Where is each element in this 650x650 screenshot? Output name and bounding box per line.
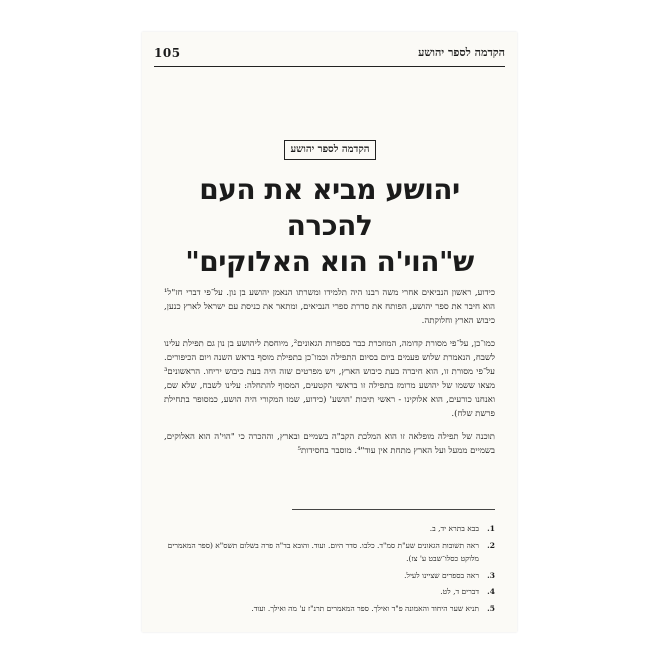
footnote-text: בבא בתרא יד, ב. bbox=[429, 524, 479, 533]
footnote-divider bbox=[292, 509, 495, 510]
footnote-3 bbox=[164, 569, 495, 583]
footnote-5 bbox=[164, 602, 495, 616]
page-number: 105 bbox=[154, 46, 181, 60]
title-line-1: יהושע מביא את העם להכרה bbox=[199, 173, 460, 242]
footnote-number: 1. bbox=[487, 524, 495, 533]
section-label: הקדמה לספר יהושע bbox=[284, 140, 376, 160]
paragraph-3: תוכנה של תפילה מופלאה זו הוא המלכת הקב"ה בשמיים ובארץ, וההכרה כי "הוי'ה הוא האלוקים, בשמיים ממעל ועל הארץ מתחת אין עוד"⁴. מוסבר בחסידות⁵ bbox=[164, 432, 495, 456]
footnote-2 bbox=[164, 539, 495, 566]
title-line-2: ש"הוי'ה הוא האלוקים" bbox=[185, 245, 474, 278]
footnote-number: 4. bbox=[487, 587, 495, 596]
body-text bbox=[164, 286, 495, 467]
footnote-number: 3. bbox=[487, 570, 495, 580]
footnote-text: תניא שער היחוד והאמונה פ"ד ואילך. ספר המאמרים תרנ"ז ע' מה ואילך. ועוד. bbox=[251, 603, 479, 613]
page-header bbox=[154, 46, 505, 67]
footnote-number: 2. bbox=[487, 540, 495, 550]
book-page bbox=[142, 32, 517, 632]
footnote-number: 5. bbox=[487, 603, 495, 613]
running-head: הקדמה לספר יהושע bbox=[418, 46, 505, 59]
footnote-text: ראה תשובות הגאונים שע"ת סמ"ד. כלבו. סדר היום. ועוד. והובא בד"ה פרה בשלום תשס"א (ספר המאמרים מלוקט כסלו־שבט ע' צז). bbox=[167, 540, 479, 563]
footnote-text: דברים ד, לט. bbox=[440, 587, 479, 596]
paragraph-1: כידוע, ראשון הנביאים אחרי משה רבנו היה תלמידו ומשרתו הנאמן יהושע בן נון. על־פי דברי חז"ל¹ הוא חיבר את ספר יהושע, הפותח את סדרת ספרי הנביאים, ומתאר את כניסת עם ישראל לארץ כנען, כיבוש הארץ וחלוקתה. bbox=[164, 288, 495, 326]
paragraph-2: כמו־כן, על־פי מסורת קדומה, המוזכרת כבר בספרות הגאונים², מיוחסת ליהושע בן נון גם תפילת עלינו לשבח, הנאמרת שלוש פעמים ביום בסיום התפילה וכמו־כן בתפילת מוסף בראש השנה ויום הכיפורים. על־פי מסורת זו, הוא חיברה בעת כיבוש הארץ, ויש מפרטים שזה היה בעת כיבוש יריחו. הראשונים³ מצאו ששמו של יהושע מרומז בתפילה זו בראשי הקטעים, המסוף להתחלה: עלינו לשבח, שלא שם, ואנחנו כורעים, הוא אלוקינו - ראשי תיבות 'הושע' (כידוע, שמו המקורי היה הושע, כמסופר בתחילת פרשת שלח). bbox=[164, 339, 495, 419]
footnotes bbox=[164, 522, 495, 618]
footnote-1 bbox=[164, 522, 495, 536]
footnote-text: ראה בספרים שציינו לעיל. bbox=[404, 570, 479, 580]
page-title bbox=[160, 172, 499, 280]
footnote-4 bbox=[164, 585, 495, 599]
